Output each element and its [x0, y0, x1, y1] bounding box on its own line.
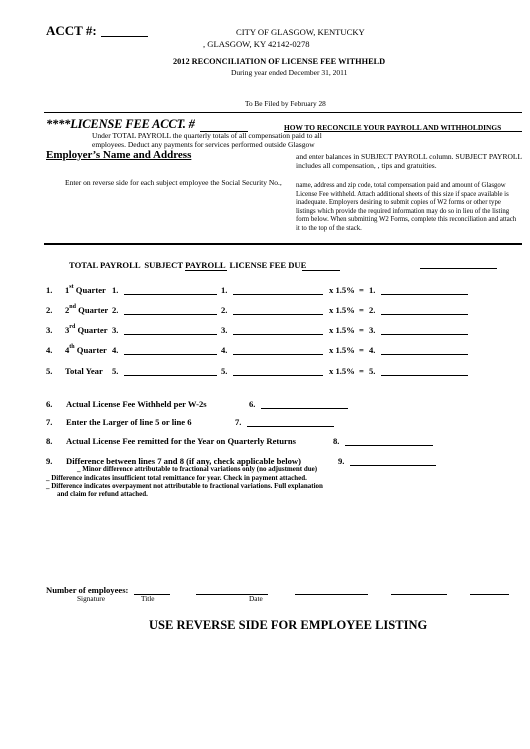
payroll-instruction-2: employees. Deduct any payments for services performed outside Glasgow: [92, 140, 315, 149]
quarter-3-num: 3.: [46, 325, 53, 335]
quarter-1-num: 1.: [46, 285, 53, 295]
quarter-3-subject-ref: 3.: [221, 325, 228, 335]
line-9-field[interactable]: [350, 465, 436, 466]
acct-label: ACCT #:: [46, 23, 97, 38]
quarter-2-total-payroll-field[interactable]: [124, 314, 217, 315]
quarter-1-subject-ref: 1.: [221, 285, 228, 295]
header-divider: [44, 112, 522, 113]
quarter-4-subject-payroll-field[interactable]: [233, 354, 323, 355]
quarter-5-subject-payroll-field[interactable]: [233, 375, 323, 376]
option-insufficient-remittance[interactable]: _ Difference indicates insufficient total remittance for year. Check in payment attached.: [46, 474, 307, 482]
line-7-ref: 7.: [235, 417, 242, 427]
quarter-5-license-fee-field[interactable]: [381, 375, 468, 376]
city-line-1: CITY OF GLASGOW, KENTUCKY: [236, 27, 365, 37]
col-fee-underline: [302, 270, 340, 271]
quarter-4-rate: x 1.5%: [329, 345, 355, 355]
quarter-3-license-fee-field[interactable]: [381, 334, 468, 335]
quarter-1-equals: =: [359, 285, 364, 295]
col-total-payroll: TOTAL PAYROLL: [69, 260, 141, 270]
line-7-label: Enter the Larger of line 5 or line 6: [66, 417, 192, 427]
quarter-4-label: 4th Quarter: [65, 344, 107, 355]
quarter-3-total-payroll-field[interactable]: [124, 334, 217, 335]
date-caption: Date: [249, 594, 263, 603]
form-title: 2012 RECONCILIATION OF LICENSE FEE WITHHELD: [173, 57, 386, 66]
line-8-ref: 8.: [333, 436, 340, 446]
quarter-5-total-payroll-field[interactable]: [124, 375, 217, 376]
quarter-4-equals: =: [359, 345, 364, 355]
quarter-5-label: Total Year: [65, 366, 103, 376]
section-divider: [44, 243, 522, 245]
reverse-side-instruction: Enter on reverse side for each subject employee the Social Security No.,: [65, 178, 282, 187]
quarter-1-label: 1st Quarter: [65, 284, 106, 295]
filed-by-note: To Be Filed by February 28: [245, 99, 326, 108]
quarter-5-equals: =: [359, 366, 364, 376]
signature-caption: Signature: [77, 594, 105, 603]
line-7-field[interactable]: [247, 426, 334, 427]
line-6-label: Actual License Fee Withheld per W-2s: [66, 399, 207, 409]
city-line-2: , GLASGOW, KY 42142-0278: [203, 39, 310, 49]
quarter-3-rate: x 1.5%: [329, 325, 355, 335]
quarter-5-total-ref: 5.: [112, 366, 119, 376]
quarter-2-total-ref: 2.: [112, 305, 119, 315]
form-subtitle: During year ended December 31, 2011: [231, 68, 348, 77]
quarter-4-license-fee-field[interactable]: [381, 354, 468, 355]
quarter-1-total-ref: 1.: [112, 285, 119, 295]
quarter-5-num: 5.: [46, 366, 53, 376]
quarter-2-fee-ref: 2.: [369, 305, 376, 315]
line-8-field[interactable]: [345, 445, 433, 446]
title-line[interactable]: [295, 594, 368, 595]
col-license-fee-due: LICENSE FEE DUE: [229, 260, 307, 270]
date-line[interactable]: [391, 594, 447, 595]
line-9-ref: 9.: [338, 456, 345, 466]
quarter-2-license-fee-field[interactable]: [381, 314, 468, 315]
quarter-4-fee-ref: 4.: [369, 345, 376, 355]
quarter-4-total-ref: 4.: [112, 345, 119, 355]
quarter-3-subject-payroll-field[interactable]: [233, 334, 323, 335]
line-9-num: 9.: [46, 456, 53, 466]
how-to-underline: [484, 131, 522, 132]
quarter-2-num: 2.: [46, 305, 53, 315]
line-6-field[interactable]: [261, 408, 348, 409]
payroll-instruction-1: Under TOTAL PAYROLL the quarterly totals of all compensation paid to all: [92, 131, 322, 140]
listing-instruction-paragraph: name, address and zip code, total compensation paid and amount of Glasgow License Fee withheld. Attach additional sheets of this size if space available is inadequate. Employers desiring to submit copies of W2 forms or other type listings which provide the required information may do so in lieu of the listing form below. When submitting W2 Forms, complete this reconciliation and attach it to the top of the stack.: [296, 182, 517, 232]
extra-line[interactable]: [470, 594, 509, 595]
quarter-3-fee-ref: 3.: [369, 325, 376, 335]
quarter-1-subject-payroll-field[interactable]: [233, 294, 323, 295]
how-to-heading: HOW TO RECONCILE YOUR PAYROLL AND WITHHOLDINGS: [284, 123, 502, 132]
col-subject-underline: [185, 270, 227, 271]
employer-name-label: Employer’s Name and Address: [46, 149, 192, 161]
quarter-2-subject-ref: 2.: [221, 305, 228, 315]
column-headers: [69, 260, 306, 270]
quarter-3-total-ref: 3.: [112, 325, 119, 335]
quarter-1-fee-ref: 1.: [369, 285, 376, 295]
col-fee-blank: [420, 268, 497, 269]
quarter-4-subject-ref: 4.: [221, 345, 228, 355]
quarter-2-rate: x 1.5%: [329, 305, 355, 315]
quarter-2-subject-payroll-field[interactable]: [233, 314, 323, 315]
quarter-3-label: 3rd Quarter: [65, 324, 108, 335]
option-overpayment-cont: and claim for refund attached.: [57, 490, 148, 498]
quarter-5-subject-ref: 5.: [221, 366, 228, 376]
option-overpayment[interactable]: _ Difference indicates overpayment not attributable to fractional variations. Full explanation: [46, 482, 323, 490]
line-6-ref: 6.: [249, 399, 256, 409]
subject-payroll-instruction-1: and enter balances in SUBJECT PAYROLL column. SUBJECT PAYROLL: [296, 152, 523, 161]
quarter-5-fee-ref: 5.: [369, 366, 376, 376]
col-subject-payroll: SUBJECT PAYROLL: [144, 260, 226, 270]
quarter-5-rate: x 1.5%: [329, 366, 355, 376]
title-caption: Title: [141, 594, 155, 603]
quarter-1-rate: x 1.5%: [329, 285, 355, 295]
subject-payroll-instruction-2: includes all compensation, , tips and gratuities.: [296, 161, 437, 170]
quarter-1-license-fee-field[interactable]: [381, 294, 468, 295]
option-minor-difference[interactable]: _ Minor difference attributable to fractional variations only (no adjustment due): [77, 465, 318, 473]
quarter-4-num: 4.: [46, 345, 53, 355]
line-8-num: 8.: [46, 436, 53, 446]
quarter-4-total-payroll-field[interactable]: [124, 354, 217, 355]
quarter-2-equals: =: [359, 305, 364, 315]
license-fee-acct-label: ****LICENSE FEE ACCT. #: [46, 117, 195, 131]
employees-label: Number of employees:: [46, 585, 129, 595]
reverse-side-note: USE REVERSE SIDE FOR EMPLOYEE LISTING: [149, 618, 428, 632]
line-7-num: 7.: [46, 417, 53, 427]
line-6-num: 6.: [46, 399, 53, 409]
quarter-1-total-payroll-field[interactable]: [124, 294, 217, 295]
quarter-2-label: 2nd Quarter: [65, 304, 109, 315]
acct-number-field[interactable]: [101, 36, 148, 37]
line-9-label: Difference between lines 7 and 8 (if any, check applicable below): [66, 456, 301, 466]
line-8-label: Actual License Fee remitted for the Year on Quarterly Returns: [66, 436, 296, 446]
quarter-3-equals: =: [359, 325, 364, 335]
